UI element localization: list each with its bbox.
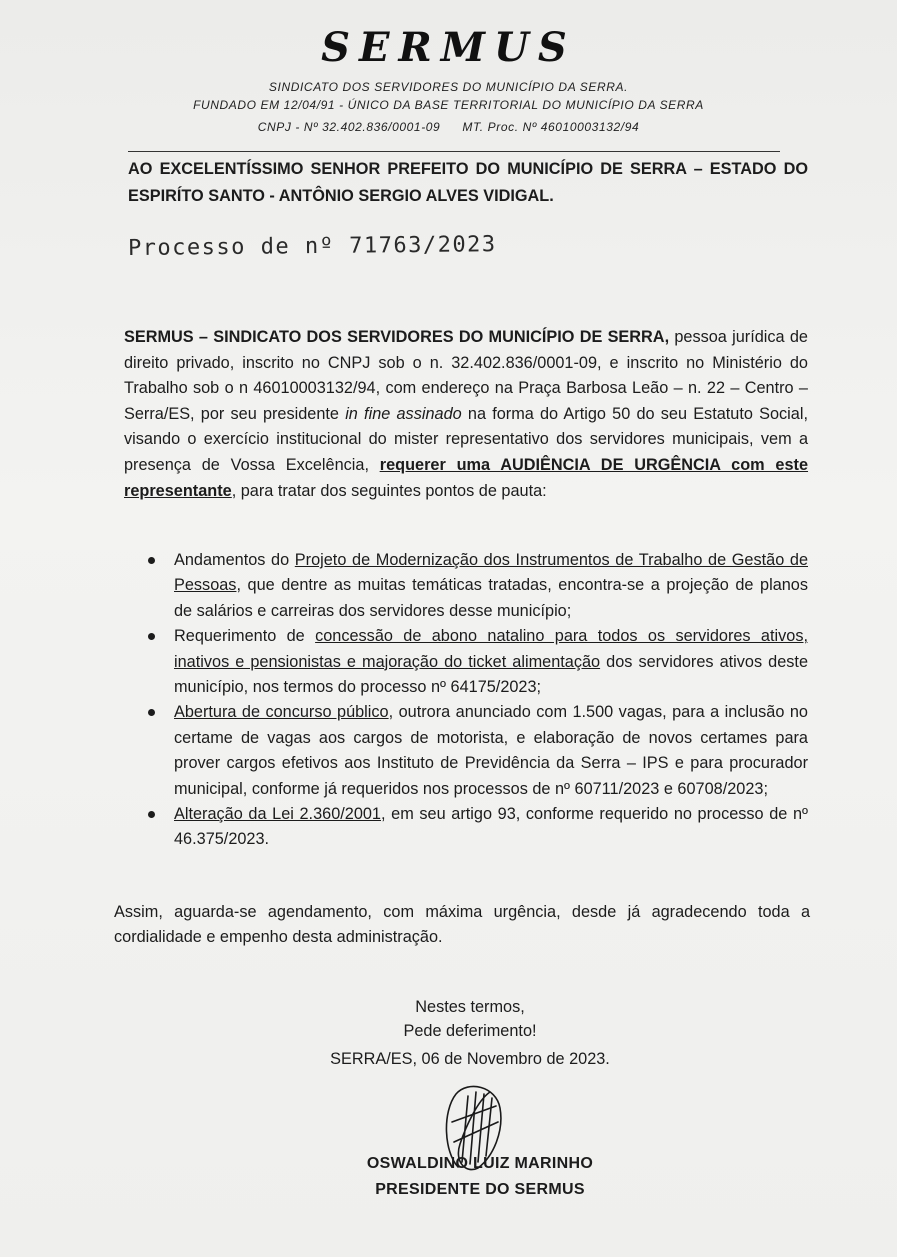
letterhead-registration-line [0,120,897,134]
body-italic: in fine assinado [345,404,462,423]
bullet-icon [148,557,155,564]
agenda-list [146,548,808,853]
agenda-item-topic: concessão de abono natalino para todos os servidores ativos, inativos e pensionistas e majoração do ticket alimentação [174,627,808,671]
signer-name: OSWALDINO LUIZ MARINHO [366,1155,594,1172]
sign-off-terms: Nestes termos, [415,998,525,1016]
union-name-bold: SERMUS – SINDICATO DOS SERVIDORES DO MUNICÍPIO DE SERRA, [124,328,670,346]
body-text-2: na forma do Artigo 50 do seu Estatuto Social, visando o exercício institucional do mister representativo dos servidores municipais, vem a presença de Vossa Excelência, [124,404,808,474]
letterhead-cnpj: CNPJ - Nº 32.402.836/0001-09 [257,120,441,134]
agenda-item: Alteração da Lei 2.360/2001, em seu artigo 93, conforme requerido no processo de nº 46.375/2023. [146,802,808,853]
sign-off-request: Pede deferimento! [403,1022,537,1040]
letterhead-founded-line: FUNDADO EM 12/04/91 - ÚNICO DA BASE TERRITORIAL DO MUNICÍPIO DA SERRA [193,98,704,112]
agenda-item-topic: Abertura de concurso público [174,703,389,722]
body-text-1: pessoa jurídica de direito privado, inscrito no CNPJ sob o n. 32.402.836/0001-09, e inscrito no Ministério do Trabalho sob o n 46010003132/94, com endereço na Praça Barbosa Leão – n. 22 – Centro – Serra/ES, por seu presidente [124,328,808,423]
signer-title: PRESIDENTE DO SERMUS [375,1181,585,1198]
agenda-item: Requerimento de concessão de abono natalino para todos os servidores ativos, inativos e pensionistas e majoração do ticket alimentação dos servidores ativos deste município, nos termos do processo nº 64175/2023; [146,624,808,700]
body-text-3: , para tratar dos seguintes pontos de pauta: [231,481,547,500]
header-divider [128,151,780,152]
agenda-item: Andamentos do Projeto de Modernização dos Instrumentos de Trabalho de Gestão de Pessoas, que dentre as muitas temáticas tratadas, encontra-se a projeção de planos de salários e carreiras dos servidores desse município; [146,548,808,624]
handwritten-process-number: Processo de nº 71763/2023 [127,232,497,261]
place-and-date: SERRA/ES, 06 de Novembro de 2023. [330,1050,610,1068]
request-paragraph [124,325,808,504]
addressee: AO EXCELENTÍSSIMO SENHOR PREFEITO DO MUNICÍPIO DE SERRA – ESTADO DO ESPIRÍTO SANTO - ANTÔNIO SERGIO ALVES VIDIGAL. [128,160,808,205]
letterhead-mt-process: MT. Proc. Nº 46010003132/94 [462,120,640,134]
sermus-logo: SERMUS [321,24,576,71]
bullet-icon [148,811,155,818]
agenda-item-topic: Projeto de Modernização dos Instrumentos de Trabalho de Gestão de Pessoas [174,551,808,595]
letterhead-union-name: SINDICATO DOS SERVIDORES DO MUNICÍPIO DA SERRA. [268,80,629,94]
bullet-icon [148,709,155,716]
urgent-hearing-request: requerer uma AUDIÊNCIA DE URGÊNCIA com este representante [124,455,809,500]
agenda-item-topic: Alteração da Lei 2.360/2001 [174,805,381,824]
bullet-icon [148,633,155,640]
closing-paragraph: Assim, aguarda-se agendamento, com máxima urgência, desde já agradecendo toda a cordialidade e empenho desta administração. [114,903,810,946]
agenda-item: Abertura de concurso público, outrora anunciado com 1.500 vagas, para a inclusão no certame de vagas aos cargos de motorista, e elaboração de novos certames para prover cargos efetivos aos Instituto de Previdência da Serra – IPS e para procurador municipal, conforme já requeridos nos processos de nº 60711/2023 e 60708/2023; [146,700,808,802]
